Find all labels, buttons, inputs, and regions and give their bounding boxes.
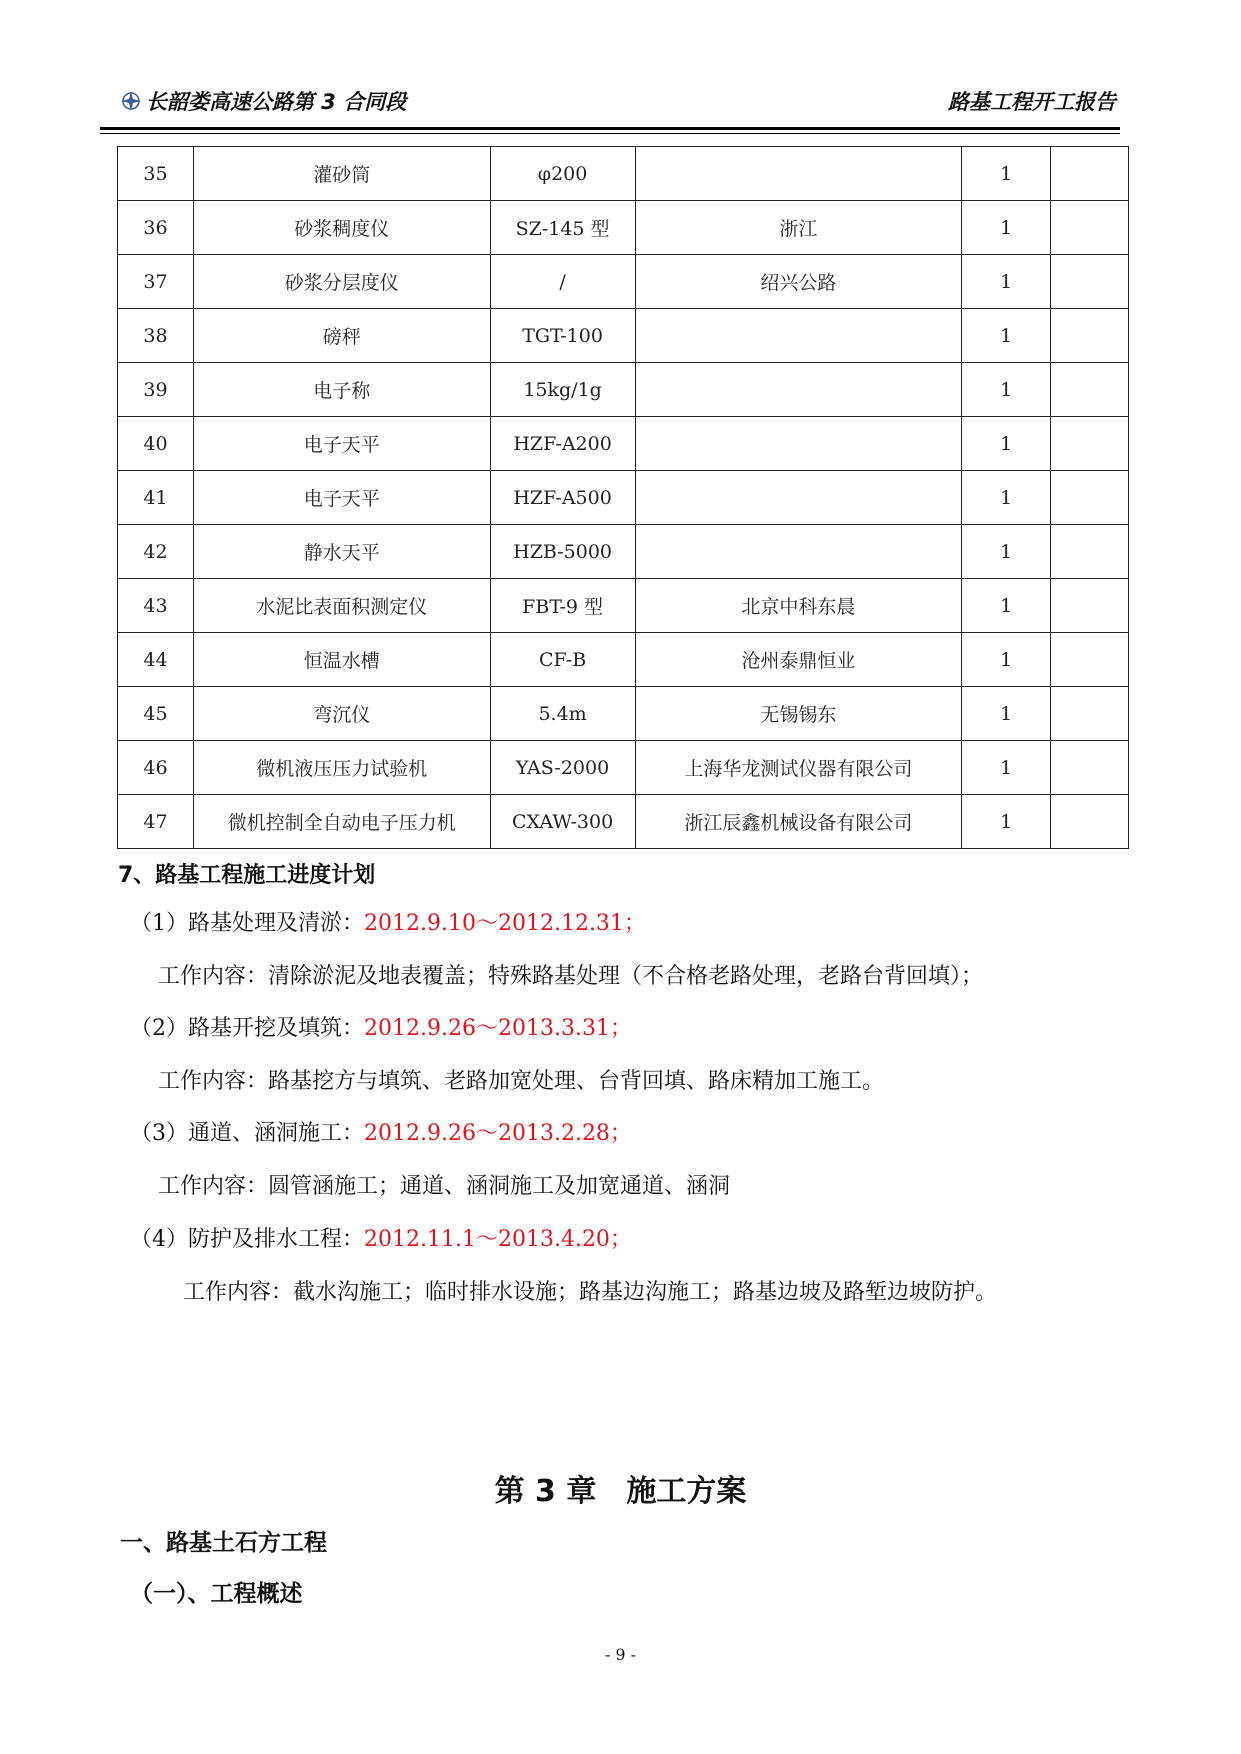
cell-index: 41 (118, 471, 194, 525)
cell-index: 35 (118, 147, 194, 201)
cell-equipment-name: 电子天平 (193, 471, 490, 525)
cell-remark (1051, 687, 1129, 741)
table-row (118, 417, 1129, 471)
cell-index: 46 (118, 741, 194, 795)
section-1-title: 一、路基土石方工程 (120, 1530, 327, 1556)
header-report-title: 路基工程开工报告 (948, 90, 1116, 114)
table-row (118, 579, 1129, 633)
table-row (118, 633, 1129, 687)
cell-equipment-name: 电子称 (193, 363, 490, 417)
table-row (118, 201, 1129, 255)
plan-item-label: （2）路基开挖及填筑： (130, 1016, 364, 1041)
cell-equipment-name: 微机控制全自动电子压力机 (193, 795, 490, 849)
cell-remark (1051, 309, 1129, 363)
cell-equipment-name: 水泥比表面积测定仪 (193, 579, 490, 633)
cell-remark (1051, 201, 1129, 255)
cell-model: 5.4m (490, 687, 635, 741)
table-row (118, 147, 1129, 201)
cell-quantity: 1 (962, 417, 1051, 471)
cell-remark (1051, 579, 1129, 633)
cell-manufacturer (635, 417, 962, 471)
cell-manufacturer (635, 309, 962, 363)
cell-model: HZF-A200 (490, 417, 635, 471)
cell-index: 39 (118, 363, 194, 417)
cell-equipment-name: 电子天平 (193, 417, 490, 471)
cell-equipment-name: 静水天平 (193, 525, 490, 579)
plan-item-2-content: 工作内容：路基挖方与填筑、老路加宽处理、台背回填、路床精加工施工。 (158, 1069, 885, 1094)
cell-equipment-name: 微机液压压力试验机 (193, 741, 490, 795)
plan-item-period: 2012.11.1～2013.4.20； (364, 1227, 632, 1252)
cell-manufacturer (635, 471, 962, 525)
cell-manufacturer: 上海华龙测试仪器有限公司 (635, 741, 962, 795)
equipment-table (117, 146, 1129, 849)
plan-item-period: 2012.9.10～2012.12.31； (364, 911, 646, 936)
cell-remark (1051, 147, 1129, 201)
plan-item-4-content: 工作内容：截水沟施工；临时排水设施；路基边沟施工；路基边坡及路堑边坡防护。 (183, 1280, 998, 1305)
cell-quantity: 1 (962, 525, 1051, 579)
cell-model: FBT-9 型 (490, 579, 635, 633)
cell-index: 44 (118, 633, 194, 687)
cell-manufacturer: 浙江 (635, 201, 962, 255)
header-project-name: 长韶娄高速公路第 3 合同段 (146, 90, 407, 114)
cell-index: 42 (118, 525, 194, 579)
cell-manufacturer: 浙江辰鑫机械设备有限公司 (635, 795, 962, 849)
plan-item-3 (130, 1116, 632, 1147)
cell-remark (1051, 633, 1129, 687)
cell-quantity: 1 (962, 687, 1051, 741)
section-7-title: 7、路基工程施工进度计划 (118, 863, 376, 888)
cell-model: φ200 (490, 147, 635, 201)
cell-equipment-name: 恒温水槽 (193, 633, 490, 687)
cell-quantity: 1 (962, 795, 1051, 849)
table-row (118, 309, 1129, 363)
chapter-title: 第 3 章 施工方案 (494, 1474, 747, 1509)
cell-index: 43 (118, 579, 194, 633)
cell-equipment-name: 砂浆稠度仪 (193, 201, 490, 255)
cell-model: 15kg/1g (490, 363, 635, 417)
table-row (118, 363, 1129, 417)
table-row (118, 471, 1129, 525)
table-row (118, 525, 1129, 579)
cell-remark (1051, 741, 1129, 795)
cell-model: HZB-5000 (490, 525, 635, 579)
plan-item-label: （3）通道、涵洞施工： (130, 1121, 364, 1146)
cell-remark (1051, 471, 1129, 525)
table-row (118, 687, 1129, 741)
cell-index: 40 (118, 417, 194, 471)
cell-equipment-name: 灌砂筒 (193, 147, 490, 201)
plan-item-3-content: 工作内容：圆管涵施工；通道、涵洞施工及加宽通道、涵洞 (158, 1174, 731, 1199)
header-rule-thin (100, 133, 1120, 134)
table-row (118, 795, 1129, 849)
cell-quantity: 1 (962, 363, 1051, 417)
cell-quantity: 1 (962, 309, 1051, 363)
cell-remark (1051, 417, 1129, 471)
cell-quantity: 1 (962, 741, 1051, 795)
cell-manufacturer: 绍兴公路 (635, 255, 962, 309)
company-logo-icon (120, 90, 142, 112)
cell-quantity: 1 (962, 633, 1051, 687)
cell-manufacturer: 沧州泰鼎恒业 (635, 633, 962, 687)
plan-item-1-content: 工作内容：清除淤泥及地表覆盖；特殊路基处理（不合格老路处理，老路台背回填）； (158, 964, 984, 989)
cell-model: / (490, 255, 635, 309)
cell-manufacturer (635, 525, 962, 579)
cell-manufacturer (635, 363, 962, 417)
cell-model: HZF-A500 (490, 471, 635, 525)
cell-model: CF-B (490, 633, 635, 687)
plan-item-period: 2012.9.26～2013.2.28； (364, 1121, 632, 1146)
cell-manufacturer: 无锡锡东 (635, 687, 962, 741)
cell-manufacturer: 北京中科东晨 (635, 579, 962, 633)
cell-remark (1051, 525, 1129, 579)
cell-quantity: 1 (962, 147, 1051, 201)
equipment-table-body (118, 147, 1129, 849)
cell-equipment-name: 弯沉仪 (193, 687, 490, 741)
cell-model: SZ-145 型 (490, 201, 635, 255)
plan-item-4 (130, 1222, 632, 1253)
cell-equipment-name: 砂浆分层度仪 (193, 255, 490, 309)
cell-index: 38 (118, 309, 194, 363)
cell-quantity: 1 (962, 471, 1051, 525)
plan-item-1 (130, 906, 646, 937)
cell-model: YAS-2000 (490, 741, 635, 795)
page-number: - 9 - (604, 1645, 637, 1664)
subsection-1-title: （一）、工程概述 (130, 1581, 303, 1607)
cell-quantity: 1 (962, 201, 1051, 255)
cell-remark (1051, 255, 1129, 309)
cell-manufacturer (635, 147, 962, 201)
cell-remark (1051, 363, 1129, 417)
cell-quantity: 1 (962, 255, 1051, 309)
cell-model: CXAW-300 (490, 795, 635, 849)
table-row (118, 255, 1129, 309)
header-left (120, 86, 406, 116)
cell-index: 47 (118, 795, 194, 849)
plan-item-period: 2012.9.26～2013.3.31； (364, 1016, 632, 1041)
cell-index: 37 (118, 255, 194, 309)
table-row (118, 741, 1129, 795)
plan-item-label: （4）防护及排水工程： (130, 1227, 364, 1252)
page-header (100, 86, 1120, 126)
cell-model: TGT-100 (490, 309, 635, 363)
cell-equipment-name: 磅秤 (193, 309, 490, 363)
cell-index: 45 (118, 687, 194, 741)
cell-remark (1051, 795, 1129, 849)
plan-item-label: （1）路基处理及清淤： (130, 911, 364, 936)
cell-quantity: 1 (962, 579, 1051, 633)
header-rule-thick (100, 127, 1120, 130)
cell-index: 36 (118, 201, 194, 255)
plan-item-2 (130, 1011, 632, 1042)
